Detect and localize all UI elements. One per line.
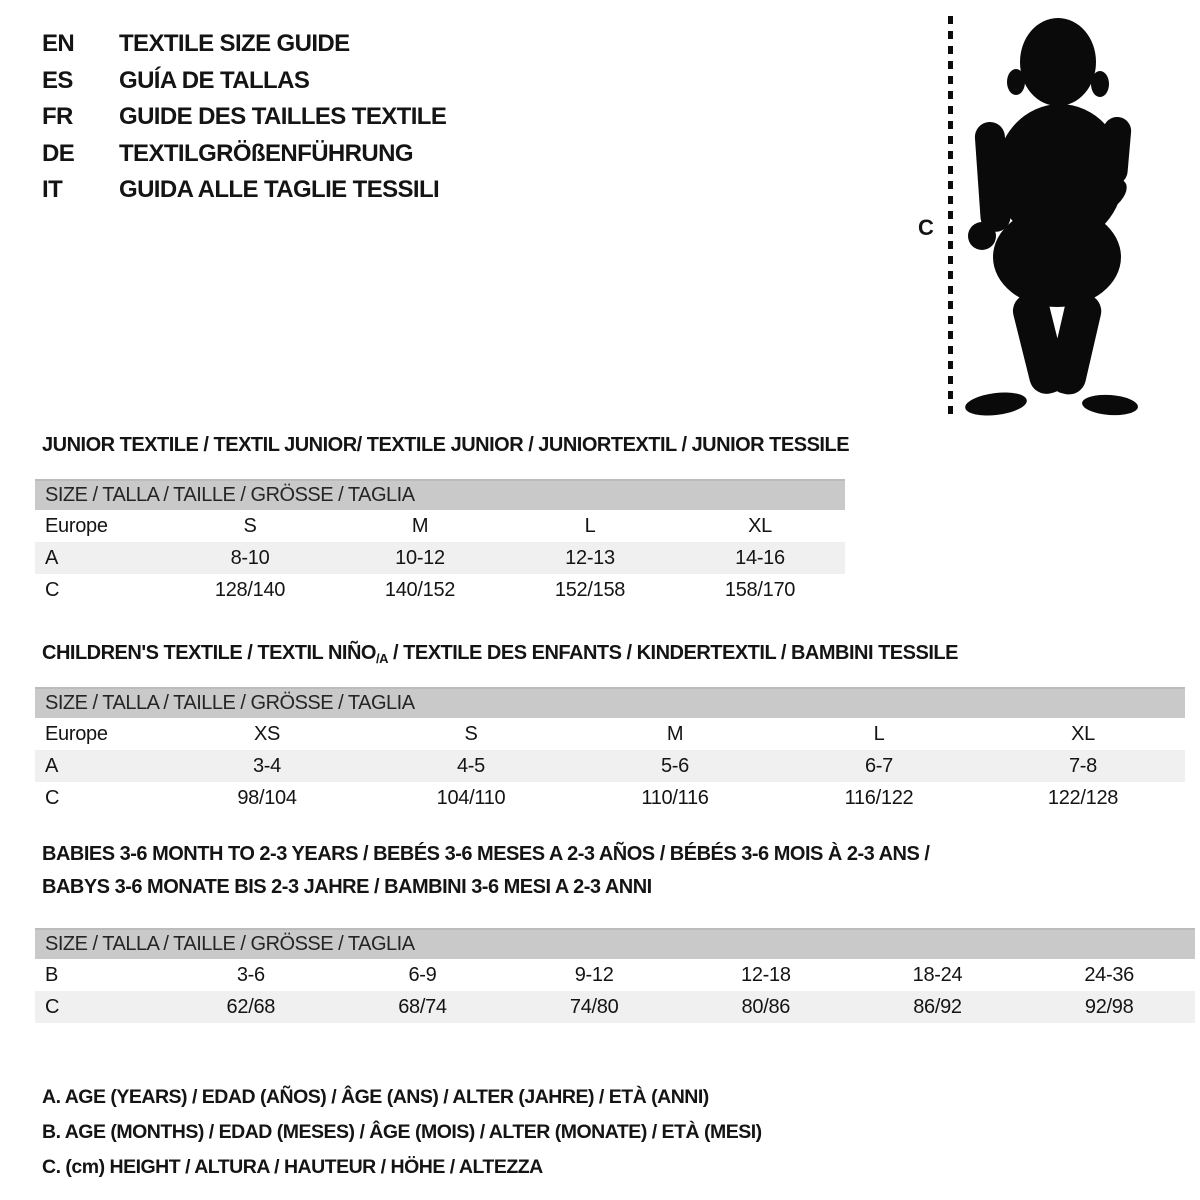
language-row [42,136,446,173]
row-label: A [45,755,59,777]
row-label: Europe [45,515,108,537]
value-cell: 7-8 [1068,755,1097,777]
col-header-cell: S [243,515,257,537]
language-code: ES [42,66,73,94]
col-header-cell: XL [1071,723,1095,745]
junior-section-title: JUNIOR TEXTILE / TEXTIL JUNIOR/ TEXTILE JUNIOR / JUNIORTEXTIL / JUNIOR TESSILE [42,434,850,456]
language-code: EN [42,30,75,58]
guide-title-es: GUÍA DE TALLAS [119,66,310,94]
value-cell: 3-6 [236,964,265,986]
toddler-silhouette-icon [958,14,1158,416]
table-row [35,542,845,574]
guide-title-en: TEXTILE SIZE GUIDE [119,30,350,58]
legend-line-a: A. AGE (YEARS) / EDAD (AÑOS) / ÂGE (ANS) / ALTER (JAHRE) / ETÀ (ANNI) [42,1086,709,1108]
table-row [35,510,845,542]
value-cell: 74/80 [569,996,619,1018]
row-label: B [45,964,59,986]
value-cell: 6-9 [408,964,437,986]
value-cell: 98/104 [237,787,297,809]
guide-title-de: TEXTILGRÖßENFÜHRUNG [119,139,413,167]
guide-title-it: GUIDA ALLE TAGLIE TESSILI [119,176,440,204]
value-cell: 6-7 [864,755,893,777]
babies-size-table [35,928,1195,1023]
col-header-cell: L [584,515,596,537]
value-cell: 8-10 [230,547,270,569]
language-code: FR [42,103,73,131]
value-cell: 92/98 [1084,996,1134,1018]
row-label: C [45,996,60,1018]
col-header-cell: XL [748,515,772,537]
language-row [42,26,446,63]
legend-line-b: B. AGE (MONTHS) / EDAD (MESES) / ÂGE (MOIS) / ALTER (MONATE) / ETÀ (MESI) [42,1121,762,1143]
value-cell: 62/68 [226,996,276,1018]
children-title-suffix: / TEXTILE DES ENFANTS / KINDERTEXTIL / BAMBINI TESSILE [387,642,958,664]
value-cell: 104/110 [436,787,506,809]
row-label: A [45,547,59,569]
children-section-title [42,642,958,666]
value-cell: 68/74 [398,996,447,1018]
size-header-label: SIZE / TALLA / TAILLE / GRÖSSE / TAGLIA [45,692,415,714]
language-row [42,172,446,209]
height-measure-dashed-line [948,16,953,416]
table-row [35,718,1185,750]
col-header-cell: M [666,723,684,745]
language-row [42,63,446,100]
measurement-legend [42,1080,762,1185]
value-cell: 140/152 [384,579,456,601]
table-row [35,959,1195,991]
col-header-cell: S [464,723,478,745]
table-row [35,574,845,606]
value-cell: 5-6 [660,755,689,777]
value-cell: 152/158 [554,579,626,601]
babies-section-title-line1: BABIES 3-6 MONTH TO 2-3 YEARS / BEBÉS 3-6 MESES A 2-3 AÑOS / BÉBÉS 3-6 MOIS À 2-3 ANS / [42,843,930,865]
value-cell: 9-12 [574,964,614,986]
language-code: DE [42,139,75,167]
junior-size-table [35,479,845,606]
row-label: Europe [45,723,108,745]
col-header-cell: XS [253,723,281,745]
value-cell: 80/86 [741,996,791,1018]
size-header-bar [35,687,1185,718]
value-cell: 10-12 [395,547,445,569]
language-row [42,99,446,136]
children-title-prefix: CHILDREN'S TEXTILE / TEXTIL NIÑO [42,642,376,664]
value-cell: 116/122 [844,787,914,809]
size-header-label: SIZE / TALLA / TAILLE / GRÖSSE / TAGLIA [45,484,415,506]
value-cell: 122/128 [1047,787,1119,809]
table-row [35,991,1195,1023]
value-cell: 18-24 [912,964,963,986]
value-cell: 128/140 [214,579,286,601]
table-row [35,782,1185,814]
value-cell: 4-5 [456,755,485,777]
height-measure-label-c: C [918,215,934,240]
col-header-cell: L [873,723,885,745]
value-cell: 24-36 [1084,964,1134,986]
value-cell: 3-4 [252,755,281,777]
value-cell: 158/170 [724,579,796,601]
col-header-cell: M [411,515,429,537]
size-header-label: SIZE / TALLA / TAILLE / GRÖSSE / TAGLIA [45,933,415,955]
table-row [35,750,1185,782]
babies-section-title-line2: BABYS 3-6 MONATE BIS 2-3 JAHRE / BAMBINI 3-6 MESI A 2-3 ANNI [42,876,652,898]
value-cell: 12-13 [565,547,615,569]
value-cell: 14-16 [735,547,785,569]
row-label: C [45,787,60,809]
children-title-subscript: /A [375,651,388,666]
value-cell: 86/92 [913,996,962,1018]
size-header-bar [35,479,845,510]
language-title-list [42,26,446,209]
value-cell: 110/116 [641,787,709,809]
legend-line-c: C. (cm) HEIGHT / ALTURA / HAUTEUR / HÖHE / ALTEZZA [42,1156,543,1178]
guide-title-fr: GUIDE DES TAILLES TEXTILE [119,103,447,131]
size-header-bar [35,928,1195,959]
row-label: C [45,579,60,601]
language-code: IT [42,176,63,204]
value-cell: 12-18 [741,964,791,986]
children-size-table [35,687,1185,814]
